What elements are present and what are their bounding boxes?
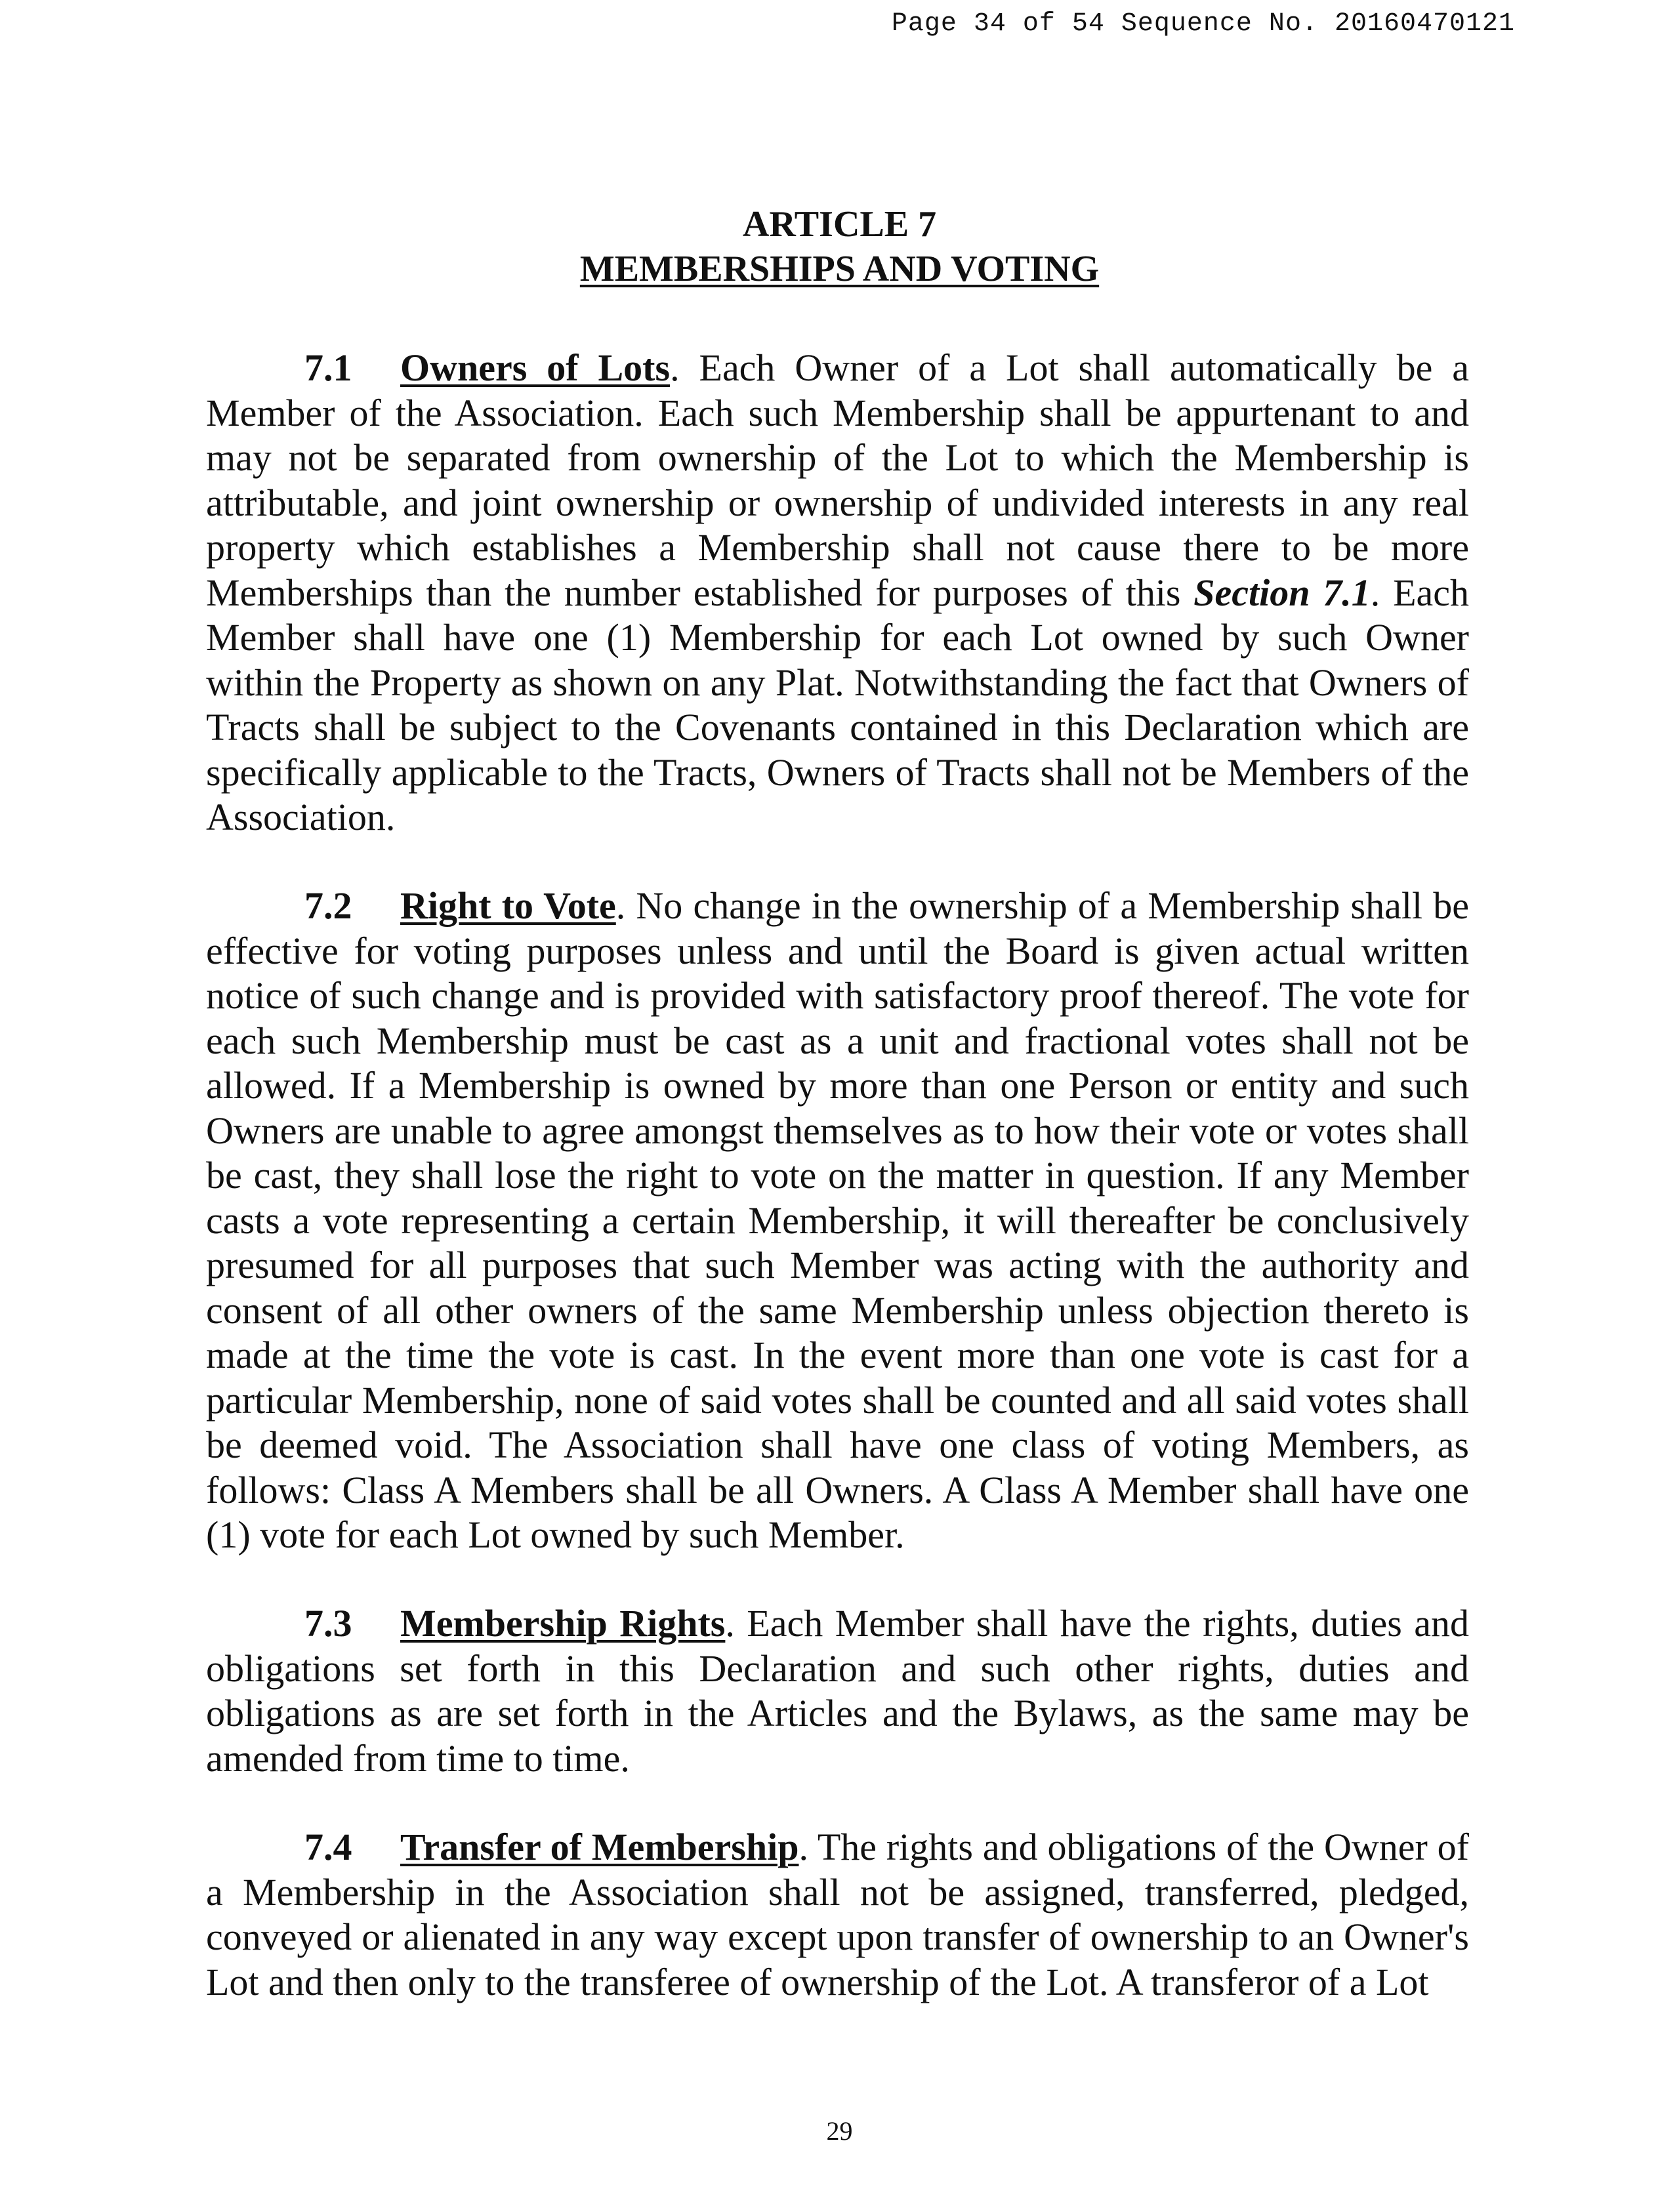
section-text: . The rights and obligations of the Owner of a Membership in the Association shall not be assigned, transferred, pledged, conveyed or alienated in any way except upon transfer of ownership to an Owner's Lot and then only to the transferee of ownership of the Lot. A transferor of a Lot [206,1826,1469,2003]
section-number: 7.3 [304,1602,352,1645]
section-7-2 [206,884,1469,1558]
section-heading: Owners of Lots [400,346,671,389]
section-text-continued: . Each Member shall have one (1) Membership for each Lot owned by such Owner within the Property as shown on any Plat. Notwithstanding the fact that Owners of Tracts shall be subject to the Covenants contained in this Declaration which are specifically applicable to the Tracts, Owners of Tracts shall not be Members of the Association. [206,571,1469,838]
section-number: 7.4 [304,1826,352,1868]
section-7-4 [206,1825,1469,2005]
section-cross-reference: Section 7.1 [1193,571,1371,614]
section-7-1 [206,346,1469,840]
section-text: . Each Owner of a Lot shall automatically be a Member of the Association. Each such Membership shall be appurtenant to and may not be separated from ownership of the Lot to which the Membership is attributable, and joint ownership or ownership of undivided interests in any real property which establishes a Membership shall not cause there to be more Memberships than the number established for purposes of this [206,346,1469,614]
page-sequence-header: Page 34 of 54 Sequence No. 20160470121 [891,9,1515,39]
section-heading: Right to Vote [400,884,616,927]
section-heading: Membership Rights [400,1602,726,1645]
section-number: 7.2 [304,884,352,927]
article-title-block [0,202,1679,291]
section-7-3 [206,1601,1469,1781]
article-title: ARTICLE 7 [742,204,937,245]
page-number: 29 [826,2116,853,2146]
article-subtitle: MEMBERSHIPS AND VOTING [579,249,1100,289]
section-heading: Transfer of Membership [400,1826,799,1868]
section-number: 7.1 [304,346,352,389]
section-text: . No change in the ownership of a Membership shall be effective for voting purposes unless and until the Board is given actual written notice of such change and is provided with satisfactory proof thereof. The vote for each such Membership must be cast as a unit and fractional votes shall not be allowed. If a Membership is owned by more than one Person or entity and such Owners are unable to agree amongst themselves as to how their vote or votes shall be cast, they shall lose the right to vote on the matter in question. If any Member casts a vote representing a certain Membership, it will thereafter be conclusively presumed for all purposes that such Member was acting with the authority and consent of all other owners of the same Membership unless objection thereto is made at the time the vote is cast. In the event more than one vote is cast for a particular Membership, none of said votes shall be counted and all said votes shall be deemed void. The Association shall have one class of voting Members, as follows: Class A Members shall be all Owners. A Class A Member shall have one (1) vote for each Lot owned by such Member. [206,884,1469,1556]
section-text: . Each Member shall have the rights, duties and obligations set forth in this Declaration and such other rights, duties and obligations as are set forth in the Articles and the Bylaws, as the same may be amended from time to time. [206,1602,1469,1780]
